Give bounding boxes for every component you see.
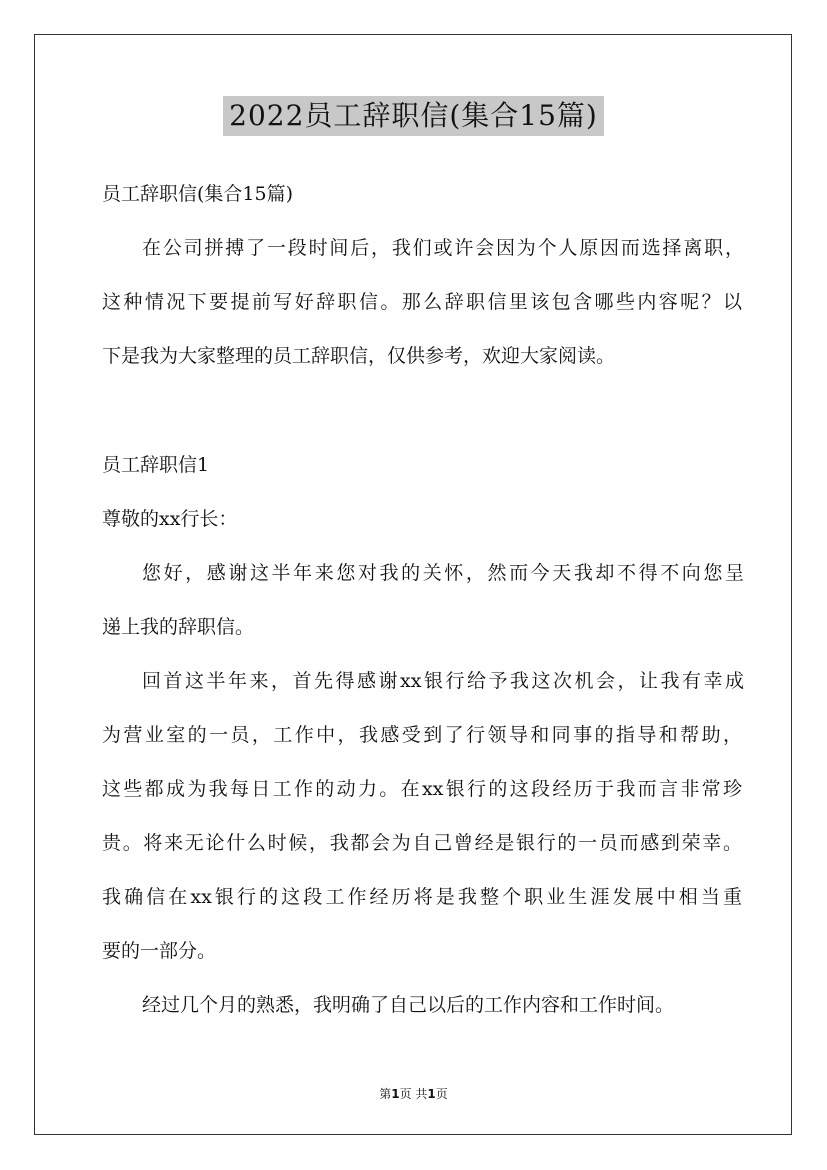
footer-page-suffix: 页: [435, 1087, 448, 1101]
para1-line-2: 递上我的辞职信。: [102, 616, 255, 638]
title-wrap: [0, 96, 827, 136]
document-subtitle: 员工辞职信(集合15篇): [102, 183, 294, 205]
footer-page-mid: 页 共: [399, 1087, 428, 1101]
intro-line-3: 下是我为大家整理的员工辞职信，仅供参考，欢迎大家阅读。: [102, 345, 616, 367]
para2-line-2: 为营业室的一员，工作中，我感受到了行领导和同事的指导和帮助，: [102, 724, 742, 746]
footer-page-current: 1: [391, 1087, 400, 1101]
document-title: 2022员工辞职信(集合15篇): [223, 96, 604, 136]
para2-line-5: 我确信在xx银行的这段工作经历将是我整个职业生涯发展中相当重: [102, 886, 742, 908]
para2-line-1: 回首这半年来，首先得感谢xx银行给予我这次机会，让我有幸成: [142, 670, 744, 692]
footer-page-prefix: 第: [379, 1087, 392, 1101]
intro-line-2: 这种情况下要提前写好辞职信。那么辞职信里该包含哪些内容呢？以: [102, 291, 742, 313]
intro-line-1: 在公司拼搏了一段时间后，我们或许会因为个人原因而选择离职，: [142, 237, 744, 259]
para1-line-1: 您好，感谢这半年来您对我的关怀，然而今天我却不得不向您呈: [142, 562, 744, 584]
page-footer: [0, 1085, 827, 1102]
para3-line-1: 经过几个月的熟悉，我明确了自己以后的工作内容和工作时间。: [142, 994, 675, 1016]
footer-page-total: 1: [427, 1087, 436, 1101]
section-heading: 员工辞职信1: [102, 454, 210, 476]
para2-line-6: 要的一部分。: [102, 940, 217, 962]
para2-line-4: 贵。将来无论什么时候，我都会为自己曾经是银行的一员而感到荣幸。: [102, 832, 742, 854]
para2-line-3: 这些都成为我每日工作的动力。在xx银行的这段经历于我而言非常珍: [102, 778, 742, 800]
salutation: 尊敬的xx行长：: [102, 508, 238, 530]
